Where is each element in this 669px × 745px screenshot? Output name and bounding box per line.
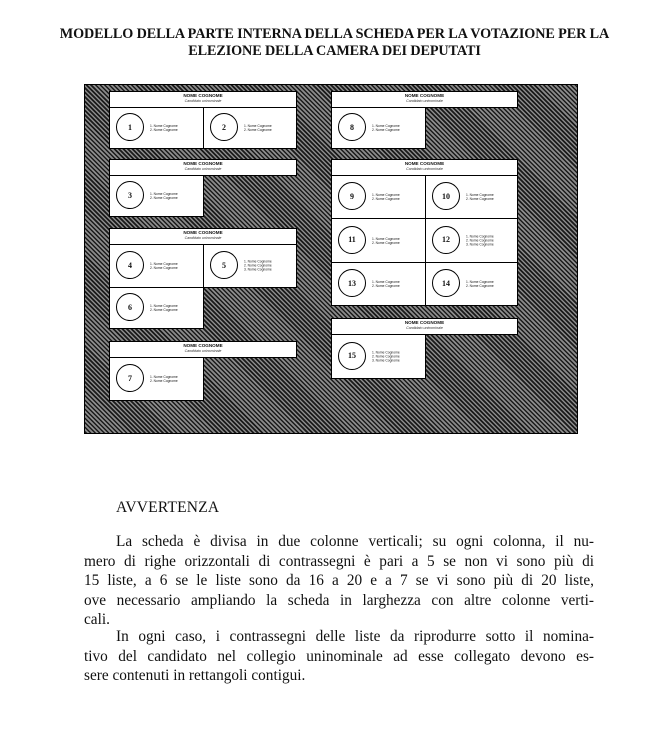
candidate-name: NOME COGNOME (183, 161, 223, 166)
candidate-name: NOME COGNOME (404, 320, 445, 325)
list-symbol-circle: 11 (338, 226, 366, 254)
list-candidate: 2. Nome Cognome (372, 354, 400, 359)
list-candidate: 2. Nome Cognome (466, 284, 494, 288)
candidate-subtitle: Candidato uninominale (406, 167, 443, 171)
list-candidate: 1. Nome Cognome (466, 192, 494, 197)
list-candidate: 2. Nome Cognome (244, 263, 272, 268)
candidate-header (109, 341, 297, 358)
ballot-illustration (84, 84, 578, 434)
list-symbol-cell (331, 218, 426, 263)
notice-line: mero di righe orizzontali di contrassegni è pari a 5 se non vi sono più di (84, 552, 594, 570)
candidate-subtitle: Candidato uninominale (184, 349, 222, 353)
list-symbol-circle: 14 (432, 269, 460, 297)
candidate-subtitle: Candidato uninominale (406, 326, 443, 330)
list-candidate: 2. Nome Cognome (466, 197, 494, 201)
list-candidates (150, 304, 178, 312)
list-symbol-circle: 7 (116, 364, 144, 392)
list-symbol-cell (331, 107, 426, 149)
list-candidate: 2. Nome Cognome (150, 379, 178, 383)
list-candidate: 2. Nome Cognome (466, 238, 494, 243)
list-symbol-circle: 3 (116, 181, 144, 209)
list-candidates (372, 193, 400, 201)
title-line-1: MODELLO DELLA PARTE INTERNA DELLA SCHEDA PER LA VOTAZIONE PER LA (59, 26, 610, 42)
notice-line: sere contenuti in rettangoli contigui. (84, 667, 306, 685)
list-candidates (150, 124, 178, 132)
list-candidate: 1. Nome Cognome (150, 303, 178, 308)
list-candidates (372, 350, 400, 363)
list-symbol-circle: 5 (210, 251, 238, 279)
list-candidates (466, 234, 494, 247)
list-candidate: 1. Nome Cognome (150, 123, 178, 128)
list-candidates (150, 375, 178, 383)
candidate-header (331, 318, 518, 335)
candidate-name: NOME COGNOME (404, 93, 445, 98)
list-symbol-cell (425, 175, 518, 219)
list-symbol-cell (331, 262, 426, 306)
list-candidate: 1. Nome Cognome (150, 374, 178, 379)
candidate-name: NOME COGNOME (404, 161, 445, 166)
list-symbol-cell (425, 218, 518, 263)
list-candidates (466, 193, 494, 201)
list-candidate: 2. Nome Cognome (372, 240, 400, 245)
list-symbol-cell (109, 357, 204, 401)
notice-paragraph-1 (84, 532, 594, 630)
notice-line: ove necessario ampliando la scheda in larghezza con altre colonne verti- (84, 591, 594, 609)
notice-line: 15 liste, a 6 se le liste sono da 16 a 20 e a 7 se vi sono più di 20 liste, (84, 572, 594, 590)
list-candidate: 1. Nome Cognome (466, 234, 494, 239)
notice-line: cali. (84, 611, 110, 629)
list-candidate: 2. Nome Cognome (372, 197, 400, 201)
notice-line: In ogni caso, i contrassegni delle liste da riprodurre sotto il nomina- (116, 628, 594, 645)
list-candidate: 2. Nome Cognome (372, 284, 400, 288)
list-symbol-cell (331, 175, 426, 219)
list-candidate: 3. Nome Cognome (244, 268, 272, 273)
list-symbol-cell (109, 107, 204, 149)
notice-paragraph-2 (84, 627, 594, 686)
list-symbol-cell (331, 334, 426, 379)
list-candidate: 2. Nome Cognome (150, 128, 178, 132)
candidate-header (331, 159, 518, 176)
list-symbol-circle: 6 (116, 293, 144, 321)
list-candidates (150, 262, 178, 270)
list-candidates (466, 280, 494, 288)
list-symbol-circle: 4 (116, 251, 144, 279)
list-symbol-circle: 15 (338, 342, 366, 370)
list-candidates (372, 236, 400, 244)
list-candidate: 2. Nome Cognome (150, 308, 178, 312)
list-candidate: 2. Nome Cognome (372, 128, 400, 132)
list-candidate: 1. Nome Cognome (244, 123, 272, 128)
list-symbol-circle: 9 (338, 182, 366, 210)
list-candidate: 1. Nome Cognome (372, 236, 400, 241)
list-symbol-circle: 13 (338, 269, 366, 297)
list-symbol-cell (109, 175, 204, 217)
candidate-header (109, 159, 297, 176)
list-symbol-circle: 2 (210, 113, 238, 141)
list-symbol-circle: 12 (432, 226, 460, 254)
candidate-subtitle: Candidato uninominale (184, 167, 222, 171)
list-candidate: 1. Nome Cognome (372, 192, 400, 197)
list-symbol-cell (203, 244, 297, 288)
list-symbol-cell (203, 107, 297, 149)
list-candidates (150, 192, 178, 200)
list-candidate: 1. Nome Cognome (150, 261, 178, 266)
list-candidate: 2. Nome Cognome (244, 128, 272, 132)
list-candidate: 2. Nome Cognome (150, 266, 178, 270)
notice-heading: AVVERTENZA (116, 499, 220, 516)
candidate-subtitle: Candidato uninominale (184, 99, 222, 103)
list-candidate: 1. Nome Cognome (244, 259, 272, 264)
list-candidates (244, 260, 272, 273)
list-symbol-cell (109, 244, 204, 288)
candidate-name: NOME COGNOME (183, 343, 223, 348)
list-candidate: 1. Nome Cognome (372, 123, 400, 128)
candidate-subtitle: Candidato uninominale (406, 99, 443, 103)
document-title (10, 26, 659, 60)
list-candidate: 3. Nome Cognome (466, 242, 494, 247)
list-candidate: 1. Nome Cognome (372, 279, 400, 284)
notice-line: La scheda è divisa in due colonne verticali; su ogni colonna, il nu- (116, 533, 594, 550)
list-symbol-cell (425, 262, 518, 306)
list-candidate: 2. Nome Cognome (150, 196, 178, 200)
candidate-name: NOME COGNOME (183, 230, 223, 235)
list-candidate: 1. Nome Cognome (372, 350, 400, 355)
notice-line: tivo del candidato nel collegio uninominale ad esse collegato devono es- (84, 647, 594, 665)
candidate-header (109, 91, 297, 108)
candidate-header (109, 228, 297, 245)
title-line-2: ELEZIONE DELLA CAMERA DEI DEPUTATI (188, 43, 481, 59)
list-symbol-circle: 8 (338, 113, 366, 141)
list-candidates (244, 124, 272, 132)
list-candidates (372, 280, 400, 288)
candidate-name: NOME COGNOME (183, 93, 223, 98)
list-candidate: 1. Nome Cognome (150, 191, 178, 196)
candidate-header (331, 91, 518, 108)
list-symbol-circle: 10 (432, 182, 460, 210)
list-candidates (372, 124, 400, 132)
list-candidate: 1. Nome Cognome (466, 279, 494, 284)
list-symbol-cell (109, 287, 204, 329)
candidate-subtitle: Candidato uninominale (184, 236, 222, 240)
list-symbol-circle: 1 (116, 113, 144, 141)
list-candidate: 3. Nome Cognome (372, 358, 400, 363)
